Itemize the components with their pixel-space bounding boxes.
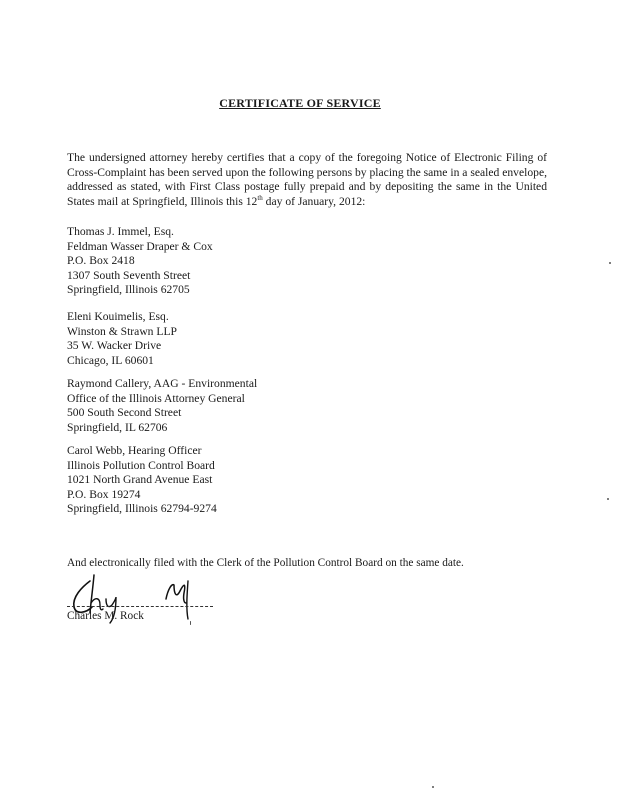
- recipient-address-block: [67, 225, 467, 298]
- certification-text: The undersigned attorney hereby certifies that a copy of the foregoing Notice of Electronic Filing of Cross-Complaint has been served upon the following persons by placing the same in a sealed envelope, addressed as stated, with First Class postage fully prepaid and by depositing the same in the United States mail at Springfield, Illinois this 12: [67, 151, 547, 208]
- scan-speck: [432, 786, 434, 788]
- recipient-organization: Office of the Illinois Attorney General: [67, 391, 245, 405]
- recipient-street: 1021 North Grand Avenue East: [67, 473, 213, 487]
- recipient-city: Springfield, Illinois 62705: [67, 283, 190, 297]
- scan-speck: [609, 262, 611, 264]
- recipient-address-block: [67, 444, 467, 517]
- recipient-organization: Illinois Pollution Control Board: [67, 458, 215, 472]
- recipient-city: Springfield, IL 62706: [67, 420, 168, 434]
- recipient-city: Chicago, IL 60601: [67, 353, 154, 367]
- recipient-street: 500 South Second Street: [67, 406, 182, 420]
- recipient-name: Carol Webb, Hearing Officer: [67, 444, 202, 457]
- certification-date-text: day of January, 2012:: [262, 194, 366, 208]
- scan-speck: [607, 498, 609, 500]
- recipient-name: Raymond Callery, AAG - Environmental: [67, 377, 258, 390]
- signature-line: [67, 606, 213, 607]
- electronic-filing-statement: And electronically filed with the Clerk of the Pollution Control Board on the same date.: [67, 557, 464, 569]
- recipient-po-box: P.O. Box 2418: [67, 254, 135, 268]
- recipient-city: Springfield, Illinois 62794-9274: [67, 502, 217, 516]
- certification-paragraph: [67, 151, 547, 209]
- signer-name: Charles M. Rock: [67, 610, 144, 622]
- recipient-address-block: [67, 310, 467, 368]
- recipient-name: Eleni Kouimelis, Esq.: [67, 310, 169, 323]
- recipient-organization: Feldman Wasser Draper & Cox: [67, 239, 213, 253]
- recipient-organization: Winston & Strawn LLP: [67, 324, 177, 338]
- recipient-name: Thomas J. Immel, Esq.: [67, 225, 174, 238]
- recipient-address-block: [67, 377, 467, 435]
- scan-speck: [190, 621, 191, 625]
- date-ordinal-suffix: th: [257, 193, 263, 202]
- recipient-po-box: P.O. Box 19274: [67, 487, 141, 501]
- recipient-street: 35 W. Wacker Drive: [67, 339, 162, 353]
- recipient-street: 1307 South Seventh Street: [67, 268, 191, 282]
- document-title: CERTIFICATE OF SERVICE: [219, 96, 381, 110]
